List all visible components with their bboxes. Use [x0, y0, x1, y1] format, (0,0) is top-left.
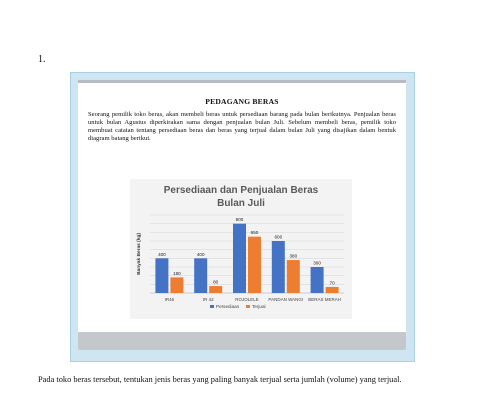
bar-terjual: [287, 260, 300, 293]
x-tick-label: PANDAN WANGI: [268, 297, 304, 302]
figure-frame-footer-bar: [78, 332, 406, 350]
data-label: 80: [213, 279, 219, 285]
bar-persediaan: [272, 241, 285, 293]
card-title: PEDAGANG BERAS: [205, 97, 279, 106]
x-tick-label: ROJOLELE: [235, 297, 259, 302]
legend-label: Terjual: [252, 304, 266, 309]
chart-plot: [130, 179, 352, 319]
data-label: 180: [173, 270, 181, 276]
bar-persediaan: [311, 267, 324, 293]
x-tick-label: IR 42: [202, 297, 214, 302]
legend-swatch: [210, 305, 214, 308]
bar-terjual: [170, 277, 183, 293]
data-label: 380: [289, 253, 298, 259]
chart-title: Persediaan dan Penjualan Beras: [163, 185, 319, 196]
data-label: 800: [235, 217, 244, 223]
bar-persediaan: [233, 224, 246, 293]
x-tick-label: BERAS MERAH: [308, 297, 341, 302]
chart-subtitle: Bulan Juli: [217, 198, 265, 209]
question-text: Pada toko beras tersebut, tentukan jenis beras yang paling banyak terjual serta jumlah (volume) yang terjual.: [38, 375, 402, 384]
legend-label: Persediaan: [216, 304, 240, 309]
bar-terjual: [326, 287, 339, 293]
question-number: 1.: [38, 54, 46, 65]
data-label: 600: [274, 234, 283, 240]
y-axis-label: Banyak Beras (kg): [137, 233, 142, 275]
card-text: Seorang pemilik toko beras, akan membeli beras untuk persediaan barang pada bulan berikutnya. Penjualan beras untuk bulan Agustus diperkirakan sama dengan penjualan bulan Juli. Sebelum membeli beras, pemilik toko membuat catatan tentang persediaan beras dan beras yang terjual dalam bulan Juli yang disajikan dalam bentuk diagram batang berikut.: [88, 111, 396, 143]
data-label: 650: [250, 230, 259, 236]
x-tick-label: IR46: [164, 297, 175, 302]
data-label: 400: [158, 251, 166, 257]
bar-terjual: [248, 237, 261, 293]
chart: [130, 179, 352, 319]
data-label: 300: [313, 260, 321, 266]
data-label: 400: [196, 251, 205, 257]
bar-persediaan: [194, 258, 207, 293]
legend-swatch: [246, 305, 250, 308]
bar-persediaan: [155, 258, 168, 293]
bar-terjual: [209, 286, 222, 293]
problem-card: [78, 80, 406, 332]
data-label: 70: [329, 280, 335, 286]
